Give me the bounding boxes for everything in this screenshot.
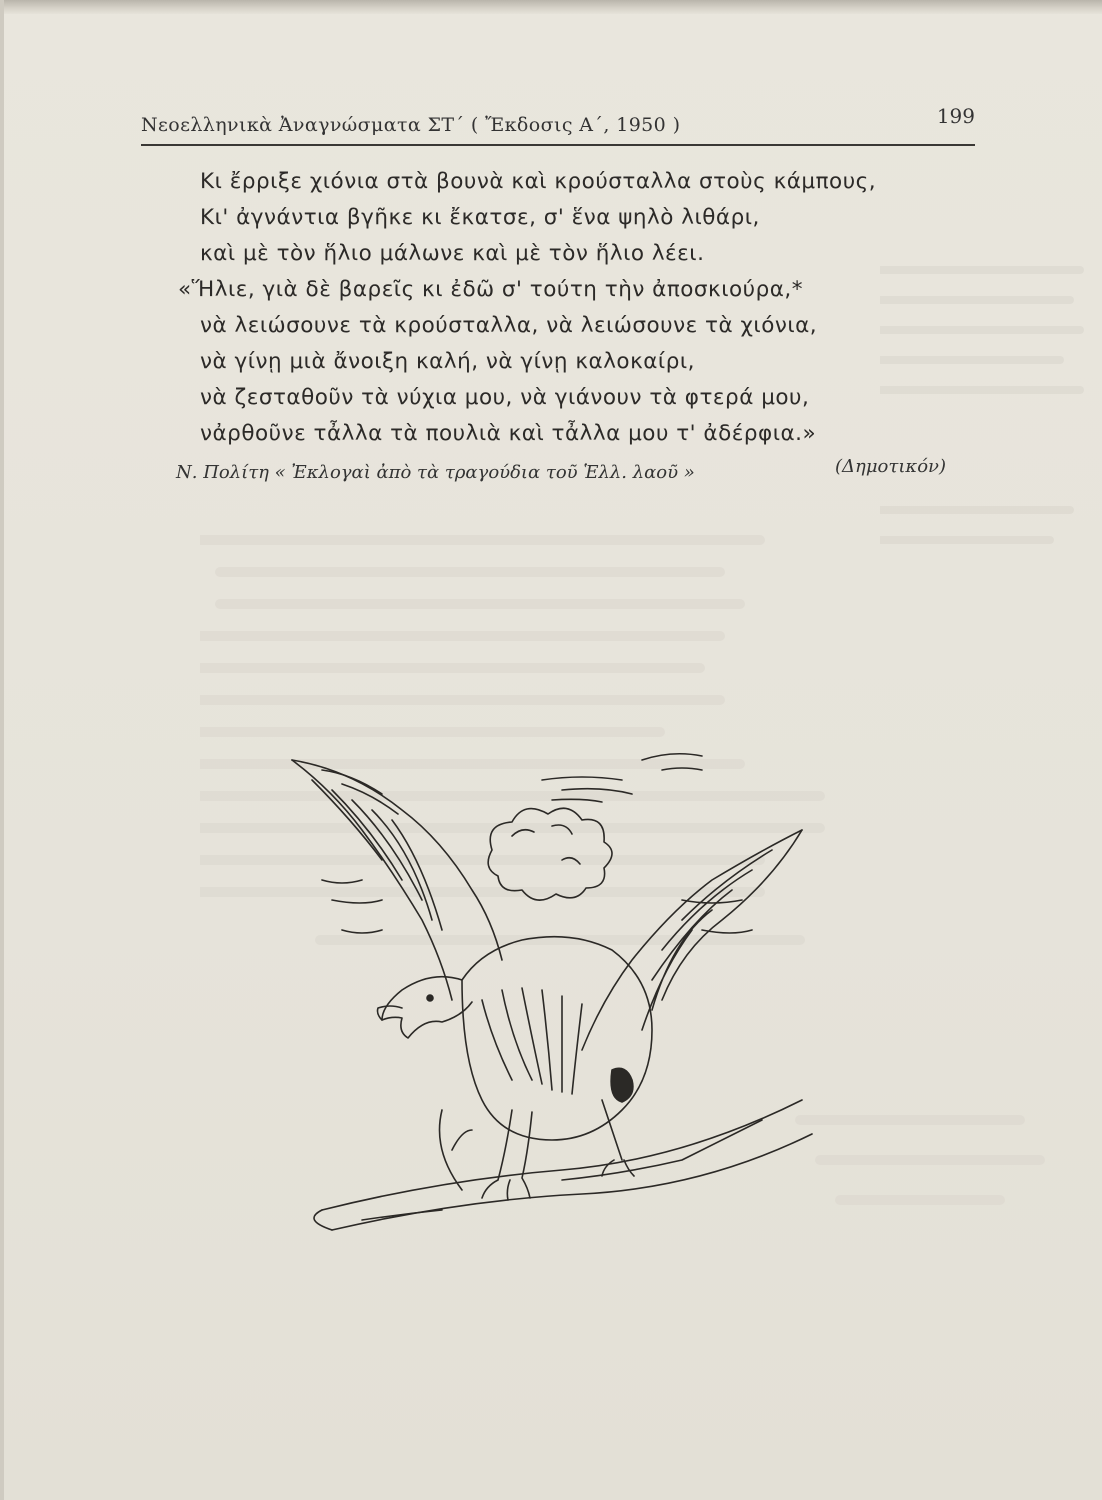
poem-line: νὰ γίνῃ μιὰ ἄνοιξη καλή, νὰ γίνῃ καλοκαίρι, bbox=[200, 349, 695, 374]
poem-line: «Ἥλιε, γιὰ δὲ βαρεῖς κι ἐδῶ σ' τούτη τὴν ἀποσκιούρα,* bbox=[178, 277, 804, 302]
poem-line: Κι' ἀγνάντια βγῆκε κι ἔκατσε, σ' ἕνα ψηλὸ λιθάρι, bbox=[200, 205, 760, 230]
page-top-edge bbox=[0, 0, 1102, 14]
eagle-on-branch-icon bbox=[262, 740, 822, 1240]
eagle-drawing bbox=[262, 740, 822, 1240]
attribution bbox=[176, 456, 946, 488]
page-number: 199 bbox=[936, 104, 975, 128]
poem-line: νἀρθοῦνε τἆλλα τὰ πουλιὰ καὶ τἆλλα μου τ' ἀδέρφια.» bbox=[200, 421, 817, 446]
poem-line: νὰ ζεσταθοῦν τὰ νύχια μου, νὰ γιάνουν τὰ φτερά μου, bbox=[200, 385, 810, 410]
attribution-genre: (Δημοτικόν) bbox=[835, 456, 946, 477]
header-title: Νεοελληνικὰ Ἀναγνώσματα ΣΤ´ ( Ἔκδοσις Α´, 1950 ) bbox=[141, 114, 681, 136]
poem-line: καὶ μὲ τὸν ἥλιο μάλωνε καὶ μὲ τὸν ἥλιο λέει. bbox=[200, 241, 705, 266]
page-left-edge bbox=[0, 0, 4, 1500]
header-rule bbox=[141, 144, 975, 146]
poem-line: νὰ λειώσουνε τὰ κρούσταλλα, νὰ λειώσουνε τὰ χιόνια, bbox=[200, 313, 818, 338]
running-header bbox=[141, 100, 975, 146]
attribution-source: Ν. Πολίτη « Ἐκλογαὶ ἀπὸ τὰ τραγούδια τοῦ Ἑλλ. λαοῦ » bbox=[176, 462, 695, 483]
poem bbox=[178, 164, 978, 452]
poem-line: Κι ἔρριξε χιόνια στὰ βουνὰ καὶ κρούσταλλα στοὺς κάμπους, bbox=[200, 169, 877, 194]
